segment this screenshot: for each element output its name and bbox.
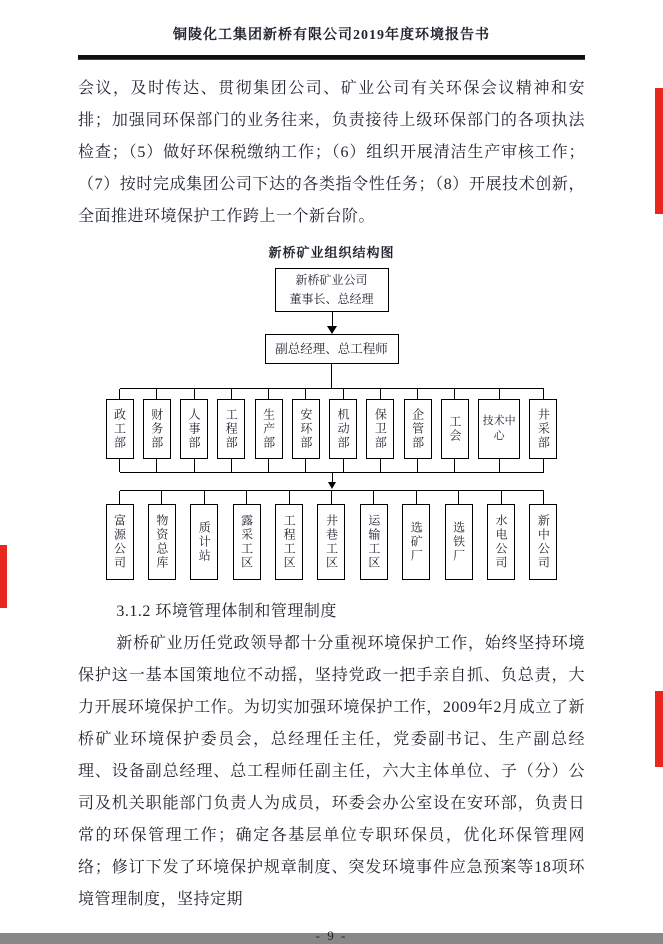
org-chart-top-box xyxy=(275,268,389,312)
connector-stub xyxy=(231,459,232,472)
units-row xyxy=(106,491,558,580)
unit-box: 质计站 xyxy=(190,504,218,580)
connector-arrow-middle xyxy=(106,473,558,490)
unit-box: 新中公司 xyxy=(529,504,557,580)
department-cell xyxy=(329,389,357,472)
unit-box: 物资总库 xyxy=(148,504,176,580)
department-cell xyxy=(143,389,171,472)
connector-stub xyxy=(417,389,418,399)
unit-box: 选矿厂 xyxy=(402,504,430,580)
department-box: 井采部 xyxy=(529,399,557,459)
connector-stub xyxy=(268,459,269,472)
connector-stub xyxy=(204,491,205,504)
department-cell xyxy=(217,389,245,472)
department-box: 工程部 xyxy=(217,399,245,459)
connector-stub xyxy=(417,459,418,472)
page-number: - 9 - xyxy=(315,928,348,943)
connector-stub xyxy=(119,389,120,399)
department-cell xyxy=(478,389,520,472)
connector-stub xyxy=(161,491,162,504)
unit-box: 选铁厂 xyxy=(445,504,473,580)
unit-cell xyxy=(487,491,515,580)
connector-stub xyxy=(156,389,157,399)
connector-stub xyxy=(268,389,269,399)
header-title: 铜陵化工集团新桥有限公司2019年度环境报告书 xyxy=(173,28,490,43)
department-box: 技术中心 xyxy=(478,399,520,459)
unit-cell xyxy=(148,491,176,580)
connector-stub xyxy=(380,459,381,472)
paragraph-1: 会议，及时传达、贯彻集团公司、矿业公司有关环保会议精神和安排；加强同环保部门的业务往来，负责接待上级环保部门的各项执法检查；（5）做好环保税缴纳工作；（6）组织开展清洁生产审核工作；（7）按时完成集团公司下达的各类指令性任务；（8）开展技术创新，全面推进环境保护工作跨上一个新台阶。 xyxy=(78,80,585,225)
connector-stub xyxy=(543,389,544,399)
unit-box: 露采工区 xyxy=(233,504,261,580)
departments-row xyxy=(106,389,558,472)
red-edge-mark-right-bottom xyxy=(655,691,663,767)
unit-box: 井巷工区 xyxy=(317,504,345,580)
unit-cell xyxy=(402,491,430,580)
connector-stub xyxy=(305,389,306,399)
unit-cell xyxy=(317,491,345,580)
org-chart-title: 新桥矿业组织结构图 xyxy=(268,245,395,260)
department-cell xyxy=(441,389,469,472)
connector-stub xyxy=(380,389,381,399)
connector-stub xyxy=(246,491,247,504)
section-heading: 3.1.2 环境管理体制和管理制度 xyxy=(116,603,337,620)
unit-box: 工程工区 xyxy=(275,504,303,580)
connector-stub xyxy=(119,459,120,472)
connector-line-deputy xyxy=(331,364,332,388)
connector-arrow-top xyxy=(106,312,558,334)
connector-stub xyxy=(458,491,459,504)
department-cell xyxy=(529,389,557,472)
top-box-line2: 董事长、总经理 xyxy=(289,292,374,306)
department-cell xyxy=(106,389,134,472)
unit-cell xyxy=(529,491,557,580)
department-box: 政工部 xyxy=(106,399,134,459)
connector-stub xyxy=(119,491,120,504)
department-cell xyxy=(366,389,394,472)
department-cell xyxy=(255,389,283,472)
red-edge-mark-left xyxy=(0,545,7,608)
department-box: 保卫部 xyxy=(366,399,394,459)
connector-stub xyxy=(416,491,417,504)
connector-stub xyxy=(156,459,157,472)
connector-stub xyxy=(343,389,344,399)
page-header xyxy=(78,26,585,60)
department-box: 人事部 xyxy=(180,399,208,459)
connector-stub xyxy=(501,491,502,504)
header-rule xyxy=(78,55,585,60)
connector-stub xyxy=(543,491,544,504)
unit-cell xyxy=(190,491,218,580)
connector-stub xyxy=(343,459,344,472)
paragraph-2: 新桥矿业历任党政领导都十分重视环境保护工作，始终坚持环境保护这一基本国策地位不动摇，坚持党政一把手亲自抓、负总责，大力开展环境保护工作。为切实加强环境保护工作，2009年2月成立了新桥矿业环境保护委员会，总经理任主任，党委副书记、生产副总经理、设备副总经理、总工程师任副主任，六大主体单位、子（分）公司及机关职能部门负责人为成员，环委会办公室设在安环部，负责日常的环保管理工作；确定各基层单位专职环保员，优化环保管理网络；修订下发了环境保护规章制度、突发环境事件应急预案等18项环境管理制度，坚持定期 xyxy=(78,635,585,908)
connector-stub xyxy=(543,459,544,472)
department-box: 生产部 xyxy=(255,399,283,459)
department-box: 工会 xyxy=(441,399,469,459)
unit-cell xyxy=(106,491,134,580)
department-cell xyxy=(404,389,432,472)
unit-box: 富源公司 xyxy=(106,504,134,580)
unit-box: 水电公司 xyxy=(487,504,515,580)
connector-stub xyxy=(194,459,195,472)
department-box: 安环部 xyxy=(292,399,320,459)
red-edge-mark-right-top xyxy=(655,88,663,214)
connector-stub xyxy=(454,459,455,472)
org-chart xyxy=(106,268,558,580)
department-cell xyxy=(180,389,208,472)
connector-stub xyxy=(231,389,232,399)
unit-box: 运输工区 xyxy=(360,504,388,580)
department-box: 机动部 xyxy=(329,399,357,459)
connector-stub xyxy=(194,389,195,399)
org-chart-deputy-box: 副总经理、总工程师 xyxy=(265,334,399,364)
connector-stub xyxy=(454,389,455,399)
unit-cell xyxy=(233,491,261,580)
department-cell xyxy=(292,389,320,472)
connector-stub xyxy=(305,459,306,472)
connector-stub xyxy=(499,389,500,399)
department-box: 企管部 xyxy=(404,399,432,459)
unit-cell xyxy=(445,491,473,580)
connector-stub xyxy=(373,491,374,504)
department-box: 财务部 xyxy=(143,399,171,459)
connector-stub xyxy=(289,491,290,504)
connector-stub xyxy=(499,459,500,472)
top-box-line1: 新桥矿业公司 xyxy=(295,272,368,287)
unit-cell xyxy=(360,491,388,580)
unit-cell xyxy=(275,491,303,580)
